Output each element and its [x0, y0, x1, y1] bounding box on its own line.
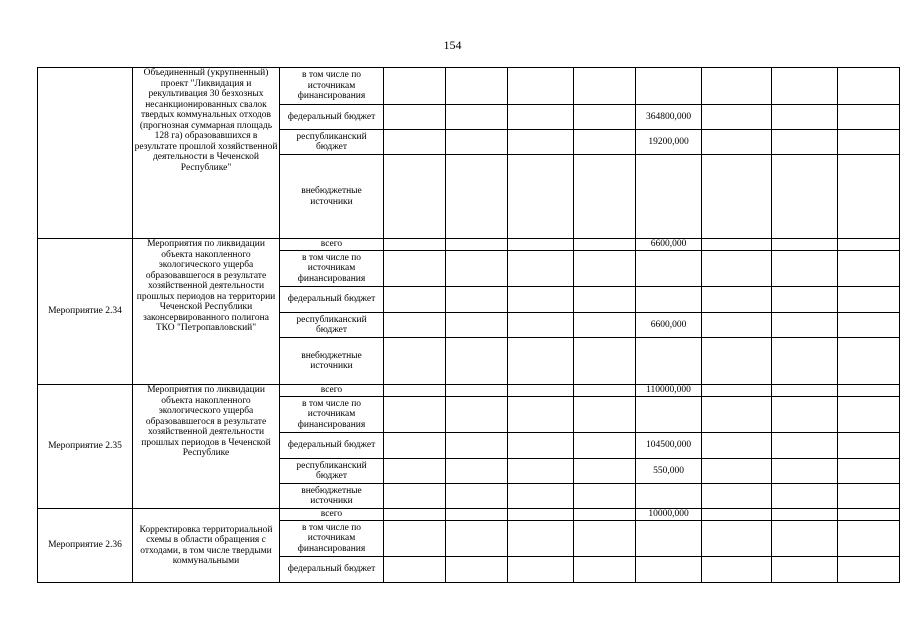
- value-cell: 10000,000: [636, 509, 702, 521]
- value-cell: [636, 521, 702, 557]
- source-cell: в том числе по источникам финансирования: [280, 397, 384, 433]
- value-cell: [636, 68, 702, 105]
- name-cell: Мероприятия по ликвидации объекта накопленного экологического ущерба образовавшегося в результате хозяйственной деятельности прошлых периодов на территории Чеченской Республики законсервированного полигона ТКО "Петропавловский": [133, 239, 280, 385]
- value-cell: 110000,000: [636, 385, 702, 397]
- code-cell: Мероприятие 2.35: [38, 385, 133, 509]
- source-cell: всего: [280, 509, 384, 521]
- code-cell: [38, 68, 133, 239]
- value-cell: 6600,000: [636, 239, 702, 251]
- source-cell: в том числе по источникам финансирования: [280, 251, 384, 287]
- source-cell: федеральный бюджет: [280, 287, 384, 313]
- value-cell: [636, 155, 702, 239]
- name-cell: Объединенный (укрупненный) проект "Ликвидация и рекультивация 30 безхозных несанкционированных свалок твердых коммунальных отходов (прогнозная суммарная площадь 128 га) образовавшихся в результате прошлой хозяйственной деятельности в Чеченской Республике": [133, 68, 280, 239]
- source-cell: республиканский бюджет: [280, 130, 384, 155]
- value-cell: [636, 397, 702, 433]
- source-cell: всего: [280, 239, 384, 251]
- source-cell: внебюджетные источники: [280, 484, 384, 509]
- page-number: 154: [443, 38, 462, 52]
- source-cell: федеральный бюджет: [280, 557, 384, 583]
- value-cell: 104500,000: [636, 433, 702, 459]
- value-cell: 364800,000: [636, 105, 702, 130]
- code-cell: Мероприятие 2.36: [38, 509, 133, 583]
- table-row: [38, 385, 900, 397]
- table-row: [38, 68, 900, 105]
- source-cell: в том числе по источникам финансирования: [280, 521, 384, 557]
- name-cell: Мероприятия по ликвидации объекта накопленного экологического ущерба образовавшегося в результате хозяйственной деятельности прошлых периодов в Чеченской Республике: [133, 385, 280, 509]
- value-cell: [636, 338, 702, 385]
- table-row: [38, 509, 900, 521]
- value-cell: [636, 484, 702, 509]
- code-cell: Мероприятие 2.34: [38, 239, 133, 385]
- value-cell: 550,000: [636, 459, 702, 484]
- budget-table: [37, 67, 900, 583]
- source-cell: республиканский бюджет: [280, 459, 384, 484]
- source-cell: всего: [280, 385, 384, 397]
- value-cell: 6600,000: [636, 313, 702, 338]
- source-cell: федеральный бюджет: [280, 433, 384, 459]
- source-cell: внебюджетные источники: [280, 338, 384, 385]
- source-cell: в том числе по источникам финансирования: [280, 68, 384, 105]
- name-cell: Корректировка территориальной схемы в области обращения с отходами, в том числе твердыми коммунальными: [133, 509, 280, 583]
- value-cell: [636, 251, 702, 287]
- value-cell: [636, 287, 702, 313]
- source-cell: внебюджетные источники: [280, 155, 384, 239]
- value-cell: [636, 557, 702, 583]
- source-cell: республиканский бюджет: [280, 313, 384, 338]
- value-cell: 19200,000: [636, 130, 702, 155]
- source-cell: федеральный бюджет: [280, 105, 384, 130]
- table-row: [38, 239, 900, 251]
